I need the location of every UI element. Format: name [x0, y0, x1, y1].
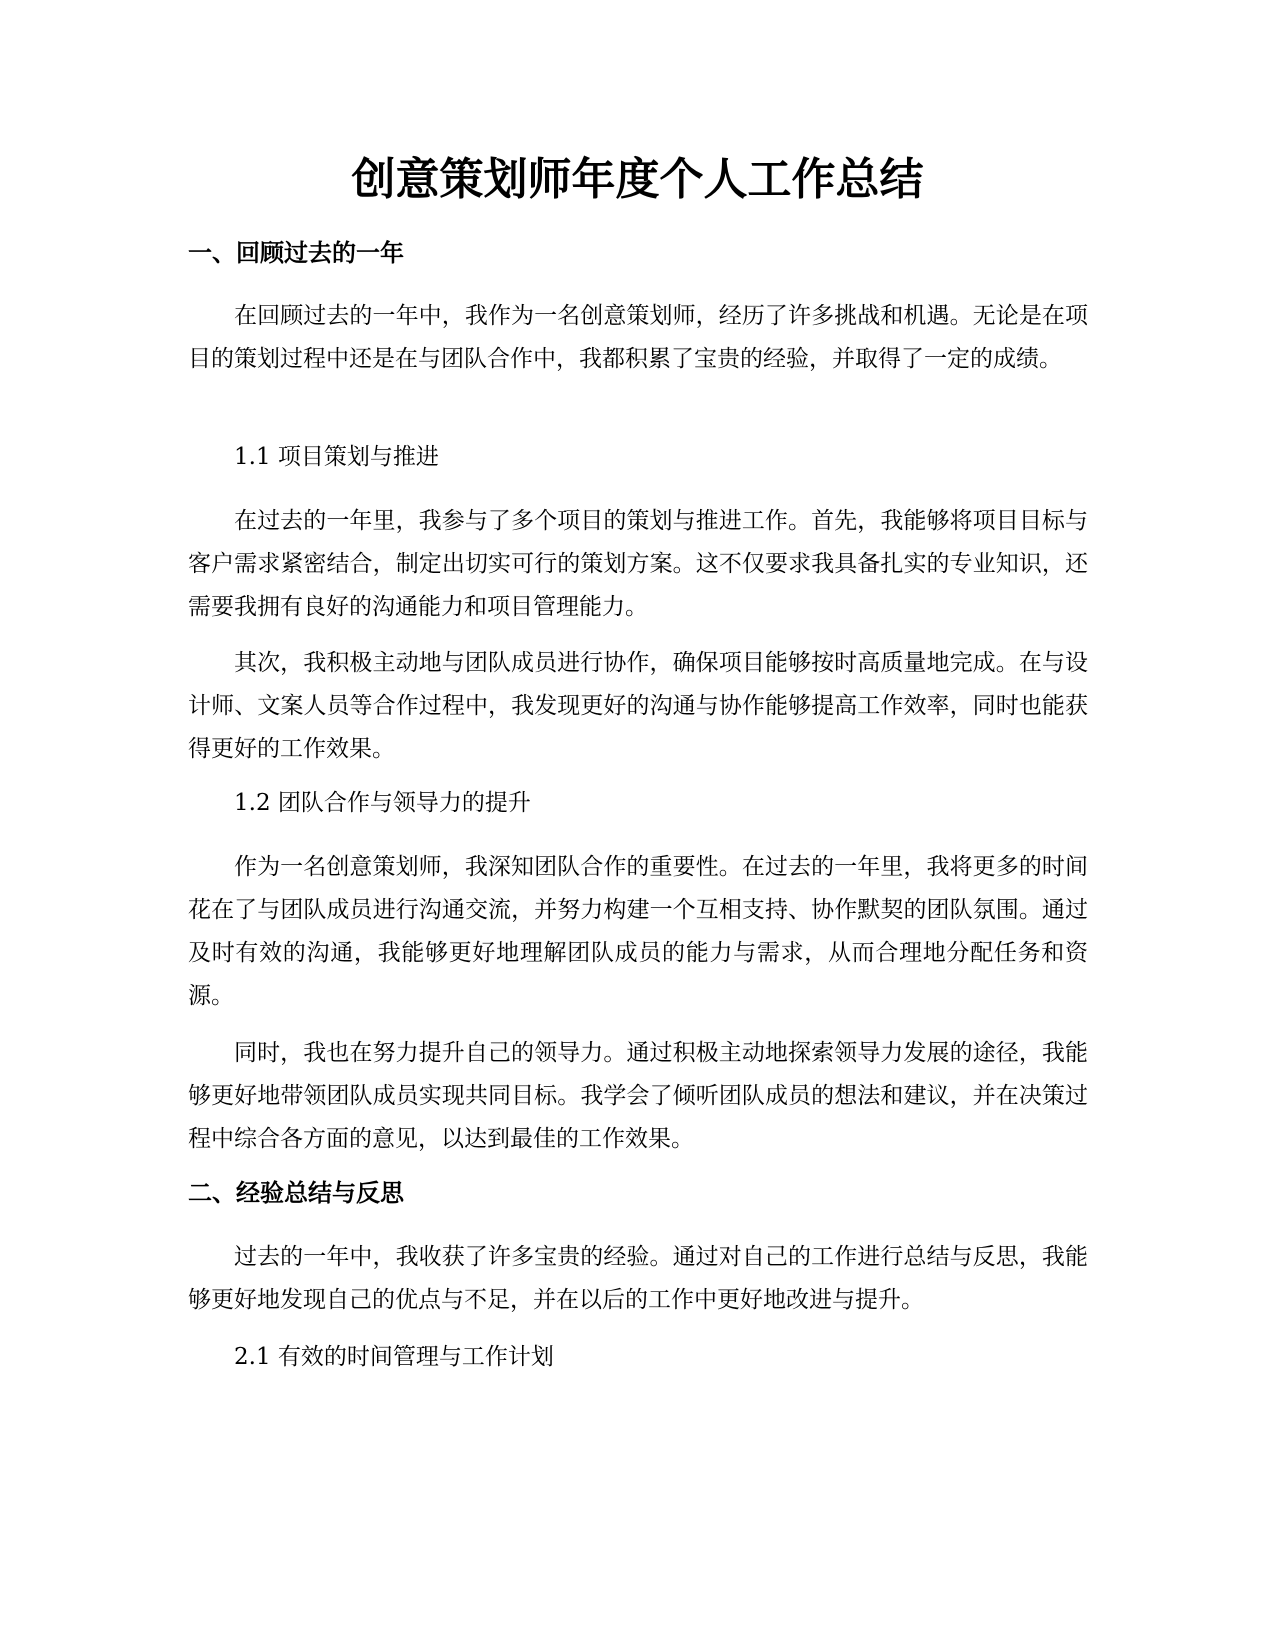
subsection-heading-1-2: 1.2 团队合作与领导力的提升	[234, 790, 531, 816]
paragraph-section1-intro: 在回顾过去的一年中，我作为一名创意策划师，经历了许多挑战和机遇。无论是在项目的策划过程中还是在与团队合作中，我都积累了宝贵的经验，并取得了一定的成绩。	[188, 303, 1088, 372]
section-heading-2: 二、经验总结与反思	[188, 1179, 404, 1207]
paragraph-1-1-a: 在过去的一年里，我参与了多个项目的策划与推进工作。首先，我能够将项目目标与客户需求紧密结合，制定出切实可行的策划方案。这不仅要求我具备扎实的专业知识，还需要我拥有良好的沟通能力和项目管理能力。	[188, 508, 1088, 620]
subsection-heading-1-1: 1.1 项目策划与推进	[234, 444, 439, 470]
page-title: 创意策划师年度个人工作总结	[351, 154, 924, 205]
paragraph-1-2-a: 作为一名创意策划师，我深知团队合作的重要性。在过去的一年里，我将更多的时间花在了与团队成员进行沟通交流，并努力构建一个互相支持、协作默契的团队氛围。通过及时有效的沟通，我能够更好地理解团队成员的能力与需求，从而合理地分配任务和资源。	[188, 854, 1088, 1009]
section-heading-1: 一、回顾过去的一年	[188, 239, 404, 267]
subsection-heading-2-1: 2.1 有效的时间管理与工作计划	[234, 1344, 554, 1370]
paragraph-section2-intro: 过去的一年中，我收获了许多宝贵的经验。通过对自己的工作进行总结与反思，我能够更好地发现自己的优点与不足，并在以后的工作中更好地改进与提升。	[188, 1244, 1088, 1313]
paragraph-1-1-b: 其次，我积极主动地与团队成员进行协作，确保项目能够按时高质量地完成。在与设计师、文案人员等合作过程中，我发现更好的沟通与协作能够提高工作效率，同时也能获得更好的工作效果。	[188, 650, 1088, 762]
paragraph-1-2-b: 同时，我也在努力提升自己的领导力。通过积极主动地探索领导力发展的途径，我能够更好地带领团队成员实现共同目标。我学会了倾听团队成员的想法和建议，并在决策过程中综合各方面的意见，以达到最佳的工作效果。	[188, 1040, 1088, 1152]
